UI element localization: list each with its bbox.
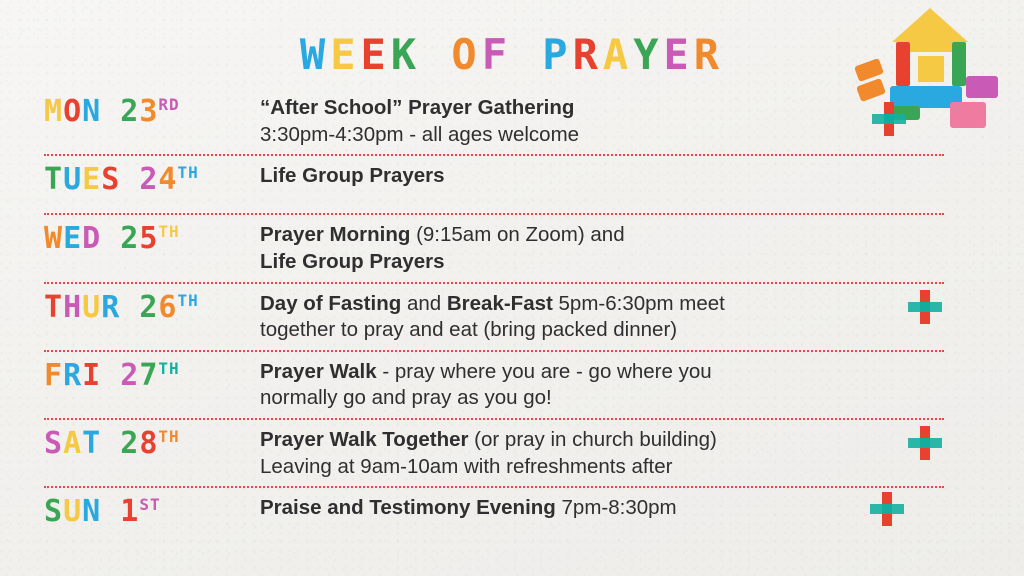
event-bold-text: “After School” Prayer Gathering xyxy=(260,96,575,119)
green-pillar-block xyxy=(952,42,966,86)
title-letter-8: P xyxy=(542,30,573,79)
event-bold-text: Praise and Testimony Evening xyxy=(260,496,556,520)
day-letter-3 xyxy=(101,427,120,461)
day-letter-1: U xyxy=(63,494,83,530)
yellow-beam-block xyxy=(910,42,952,52)
cross-icon xyxy=(870,492,904,526)
yellow-roof-block xyxy=(892,8,968,42)
schedule-row xyxy=(44,420,944,488)
event-line xyxy=(260,163,944,190)
title-letter-12: E xyxy=(663,30,694,79)
purple-block xyxy=(966,76,998,98)
day-letter-5: 3 xyxy=(139,94,159,129)
event-description xyxy=(256,289,944,344)
day-letter-5: 5 xyxy=(139,221,159,257)
day-letter-1: H xyxy=(63,289,83,325)
day-ordinal-suffix: TH xyxy=(177,163,199,183)
day-letter-0: W xyxy=(44,221,64,257)
schedule-row xyxy=(44,352,944,420)
event-line xyxy=(260,122,944,149)
day-letter-3 xyxy=(101,95,120,129)
cross-center xyxy=(884,114,894,124)
day-letter-4: 2 xyxy=(120,357,140,393)
day-letter-0: F xyxy=(44,357,64,393)
title-letter-1: E xyxy=(330,30,361,79)
cross-center xyxy=(882,504,892,514)
event-description xyxy=(256,161,944,190)
schedule-row xyxy=(44,156,944,215)
day-letter-5: 7 xyxy=(139,357,159,393)
event-normal-text: together to pray and eat (bring packed dinner) xyxy=(260,318,678,342)
title-letter-6: F xyxy=(481,30,512,79)
day-letter-2: E xyxy=(82,162,102,198)
event-bold-text: Day of Fasting xyxy=(260,291,402,315)
day-ordinal-suffix: ST xyxy=(139,495,161,515)
title-letter-2: E xyxy=(360,30,391,79)
day-letter-2: N xyxy=(82,94,102,129)
day-ordinal-suffix: TH xyxy=(158,427,180,447)
day-letter-6: 6 xyxy=(158,289,178,325)
cross-center xyxy=(920,302,930,312)
schedule-row xyxy=(44,284,944,352)
event-normal-text: 5pm-6:30pm meet xyxy=(552,291,725,315)
day-ordinal-suffix: TH xyxy=(177,290,199,310)
event-line xyxy=(260,454,944,481)
day-letter-1: E xyxy=(63,221,83,257)
day-letter-1: U xyxy=(63,162,83,198)
event-bold-text: Prayer Morning xyxy=(260,223,411,247)
cross-center xyxy=(920,438,930,448)
title-letter-0: W xyxy=(299,30,331,79)
event-line xyxy=(260,95,944,122)
event-line xyxy=(260,291,944,318)
event-description xyxy=(256,425,944,480)
day-letter-3: S xyxy=(101,162,121,198)
event-line xyxy=(260,495,944,522)
cross-icon xyxy=(872,102,906,136)
title-letter-3: K xyxy=(390,30,422,79)
day-letter-0: S xyxy=(44,426,64,462)
schedule-row xyxy=(44,88,944,156)
day-letter-3 xyxy=(101,495,120,529)
event-line xyxy=(260,222,944,249)
day-label xyxy=(44,220,256,256)
event-normal-text: and xyxy=(401,291,447,315)
schedule-row xyxy=(44,488,944,545)
day-letter-2: N xyxy=(82,494,102,530)
day-ordinal-suffix: TH xyxy=(158,358,180,378)
event-line xyxy=(260,359,944,386)
day-letter-4: 2 xyxy=(120,94,140,129)
schedule-list xyxy=(44,88,944,545)
day-letter-1: O xyxy=(63,94,83,129)
day-letter-1: R xyxy=(63,357,83,393)
day-letter-2: I xyxy=(82,357,102,393)
event-description xyxy=(256,357,944,412)
cross-icon xyxy=(908,426,942,460)
day-letter-3: R xyxy=(101,289,121,325)
title-letter-13: R xyxy=(693,30,725,79)
event-bold-text: Life Group Prayers xyxy=(260,164,445,188)
event-bold-text: Break-Fast xyxy=(446,291,553,315)
red-pillar-block xyxy=(896,42,910,86)
day-label xyxy=(44,425,256,461)
day-letter-5: 2 xyxy=(139,162,159,198)
day-label xyxy=(44,289,256,325)
event-normal-text: (or pray in church building) xyxy=(468,428,717,452)
event-description xyxy=(256,93,944,148)
title-letter-5: O xyxy=(451,30,482,79)
title-letter-10: A xyxy=(602,30,634,79)
day-letter-2: T xyxy=(82,426,102,462)
day-letter-0: T xyxy=(44,289,64,325)
title-letter-4 xyxy=(421,30,451,79)
event-normal-text: - pray where you are - go where you xyxy=(376,359,712,383)
event-line xyxy=(260,385,944,412)
day-letter-0: S xyxy=(44,494,64,530)
day-letter-4: 2 xyxy=(120,221,140,257)
day-letter-5: 8 xyxy=(139,426,159,462)
day-letter-1: A xyxy=(63,426,83,462)
event-normal-text: normally go and pray as you go! xyxy=(260,386,552,410)
day-label xyxy=(44,161,256,197)
day-label xyxy=(44,493,256,529)
event-normal-text: Leaving at 9am-10am with refreshments after xyxy=(260,454,673,478)
event-line xyxy=(260,317,944,344)
day-letter-0: M xyxy=(44,94,64,129)
pink-block xyxy=(950,102,986,128)
day-letter-4 xyxy=(120,163,139,197)
event-bold-text: Prayer Walk xyxy=(260,359,377,383)
title-letter-9: R xyxy=(572,30,603,79)
event-normal-text: 7pm-8:30pm xyxy=(555,496,677,520)
day-letter-4 xyxy=(120,291,139,325)
day-letter-3 xyxy=(101,359,120,393)
title-letter-7 xyxy=(512,30,542,79)
event-line xyxy=(260,249,944,276)
event-description xyxy=(256,493,944,522)
cross-icon xyxy=(908,290,942,324)
yellow-window-block xyxy=(918,56,944,82)
day-letter-0: T xyxy=(44,162,64,198)
event-bold-text: Life Group Prayers xyxy=(260,249,445,273)
event-line xyxy=(260,427,944,454)
schedule-row xyxy=(44,215,944,283)
day-letter-5: 2 xyxy=(139,289,159,325)
event-normal-text: (9:15am on Zoom) and xyxy=(410,223,625,247)
day-label xyxy=(44,93,256,129)
event-bold-text: Prayer Walk Together xyxy=(260,428,469,452)
day-letter-2: U xyxy=(82,289,102,325)
day-label xyxy=(44,357,256,393)
event-description xyxy=(256,220,944,275)
day-letter-4: 1 xyxy=(120,494,140,530)
day-letter-3 xyxy=(101,222,120,256)
day-ordinal-suffix: TH xyxy=(158,222,180,242)
day-letter-2: D xyxy=(82,221,102,257)
title-letter-11: Y xyxy=(633,30,664,79)
day-letter-6: 4 xyxy=(158,162,178,198)
event-normal-text: 3:30pm-4:30pm - all ages welcome xyxy=(260,122,580,146)
day-letter-4: 2 xyxy=(120,426,140,462)
day-ordinal-suffix: RD xyxy=(158,95,180,114)
